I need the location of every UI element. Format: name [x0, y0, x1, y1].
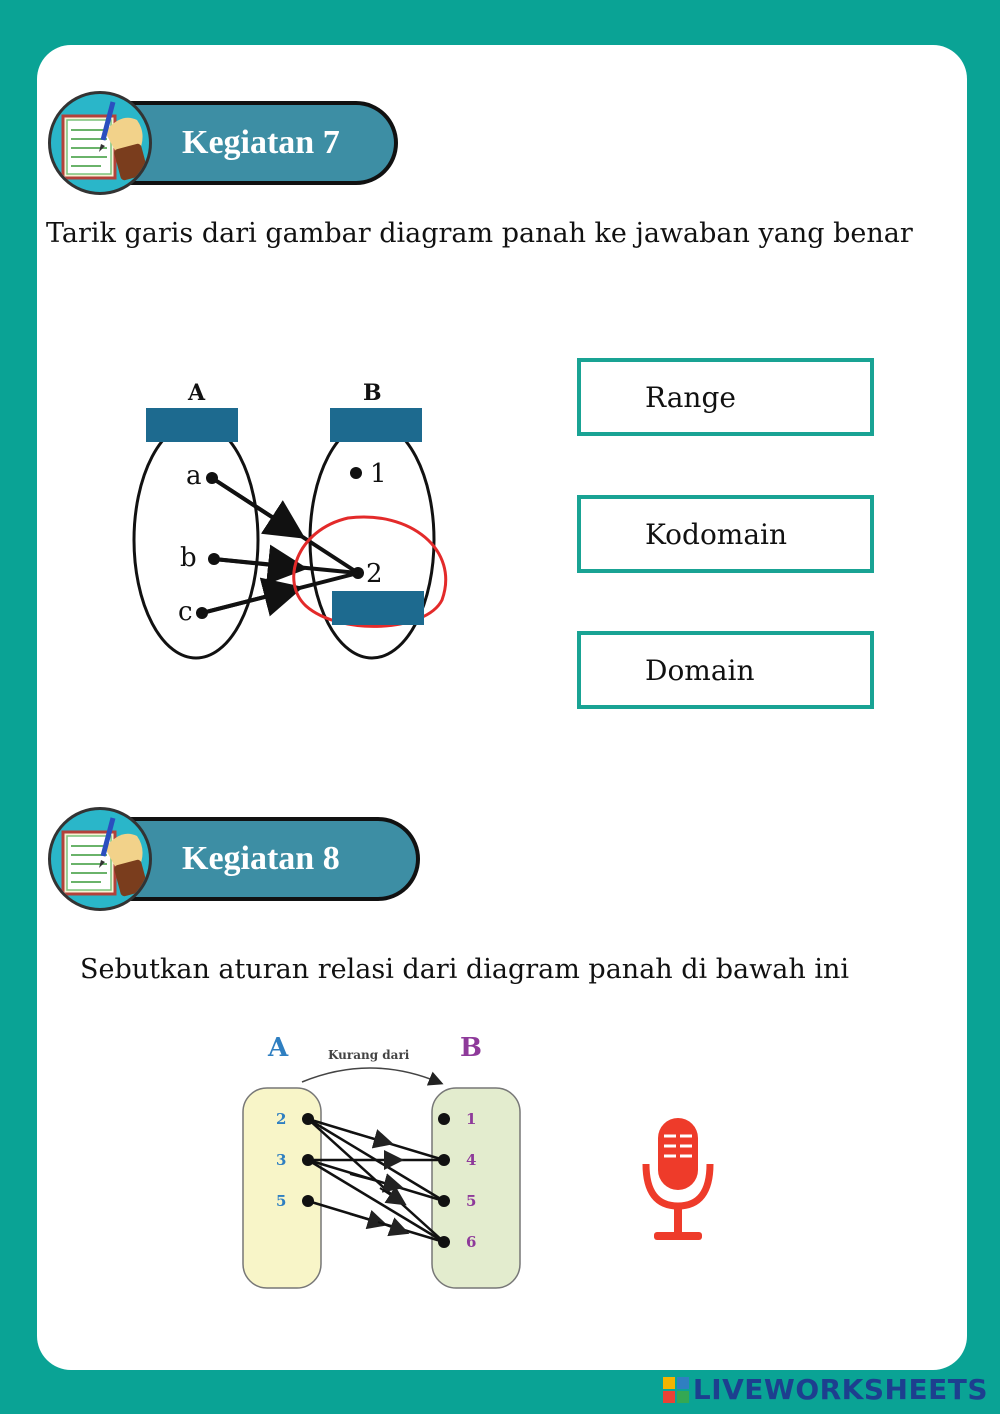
relation-label: Kurang dari: [328, 1048, 410, 1062]
answer-kodomain[interactable]: Kodomain: [577, 495, 874, 573]
answer-domain[interactable]: Domain: [577, 631, 874, 709]
set-b-cover-box: [330, 408, 422, 442]
element-b: b: [180, 543, 197, 573]
element-5: 5: [276, 1192, 287, 1210]
element-6: 6: [466, 1233, 477, 1251]
set-a-label: A: [268, 1033, 289, 1063]
element-5-b: 5: [466, 1192, 477, 1210]
element-a: a: [186, 461, 202, 491]
set-a-cover-box: [146, 408, 238, 442]
notebook-pen-icon: [48, 91, 152, 195]
element-c: c: [178, 597, 193, 627]
set-b-label: B: [363, 380, 382, 406]
liveworksheets-logo-icon: [663, 1377, 689, 1403]
activity7-arrow-diagram: [120, 370, 460, 670]
set-a-label: A: [188, 380, 206, 406]
element-1: 1: [466, 1110, 477, 1128]
element-2: 2: [366, 559, 383, 589]
element-1: 1: [370, 459, 387, 489]
set-b-label: B: [460, 1033, 482, 1063]
microphone-icon[interactable]: [640, 1114, 720, 1244]
activity7-instruction: Tarik garis dari gambar diagram panah ke jawaban yang benar: [46, 218, 913, 249]
activity8-instruction: Sebutkan aturan relasi dari diagram panah di bawah ini: [80, 954, 849, 985]
answer-range[interactable]: Range: [577, 358, 874, 436]
range-cover-box: [332, 591, 424, 625]
element-4: 4: [466, 1151, 477, 1169]
brand-name: LIVEWORKSHEETS: [692, 1373, 988, 1406]
activity8-title: Kegiatan 8: [182, 840, 340, 877]
notebook-pen-icon: [48, 807, 152, 911]
set-a-ellipse: [134, 422, 258, 658]
element-3: 3: [276, 1151, 287, 1169]
liveworksheets-logo: [663, 1373, 988, 1406]
arrow-3-6: [308, 1160, 444, 1242]
element-2: 2: [276, 1110, 287, 1128]
activity7-title: Kegiatan 7: [182, 124, 340, 161]
activity8-arrow-diagram: [230, 1026, 540, 1296]
